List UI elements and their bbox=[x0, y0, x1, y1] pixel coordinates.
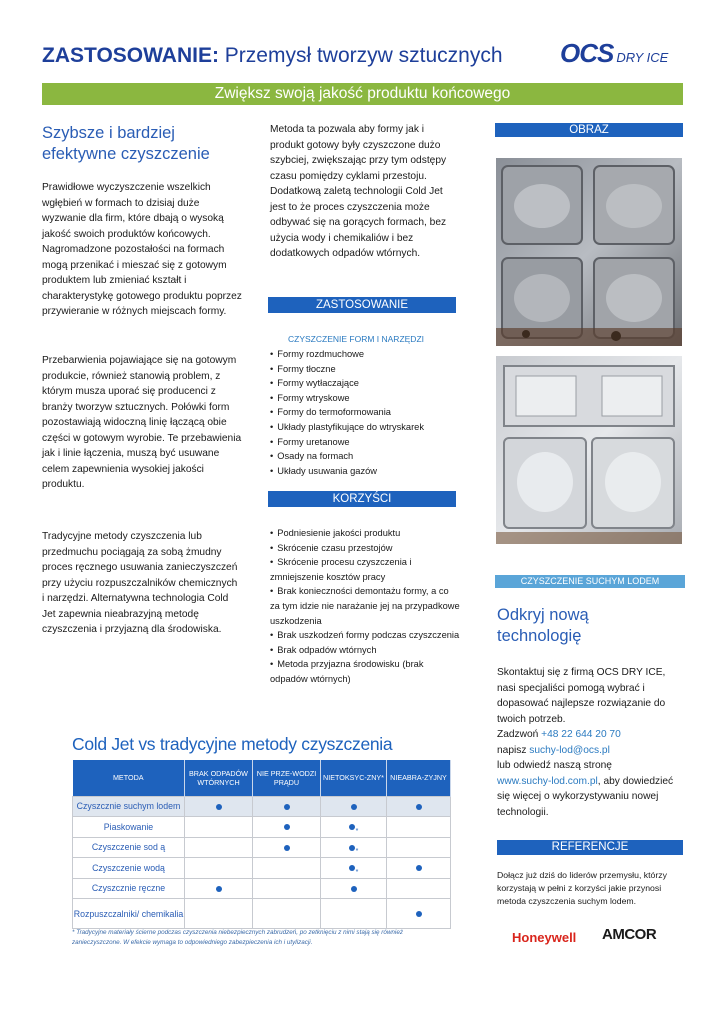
dot-mark bbox=[284, 845, 290, 851]
asterisk-mark: * bbox=[355, 827, 359, 835]
dot-mark bbox=[284, 804, 290, 810]
page-title bbox=[42, 44, 503, 68]
mark-cell bbox=[253, 899, 321, 929]
method-cell: Czyszczenie wodą bbox=[73, 858, 185, 879]
website-link[interactable]: www.suchy-lod.com.pl bbox=[497, 775, 598, 787]
mark-cell bbox=[321, 878, 387, 899]
table-row bbox=[73, 796, 451, 817]
korzysci-header: KORZYŚCI bbox=[268, 491, 456, 507]
phone-line bbox=[497, 727, 682, 743]
method-cell: Czyszcznie suchym lodem bbox=[73, 796, 185, 817]
logo-main: OCS bbox=[560, 38, 614, 68]
honeywell-logo: Honeywell bbox=[512, 930, 577, 945]
mark-cell bbox=[321, 899, 387, 929]
comparison-footnote bbox=[72, 928, 442, 947]
list-item: • Brak uszkodzeń formy podczas czyszczenia bbox=[270, 628, 460, 643]
mark-cell bbox=[253, 878, 321, 899]
table-row bbox=[73, 899, 451, 929]
email-line bbox=[497, 743, 682, 759]
footnote-text: Tradycyjne materiały ścierne podczas czyszczenia niebezpiecznych zabrudzeń, po zetknięciu z nimi stają się również zanieczyszczone. W efekcie wymaga to odpowiedniego zabezpieczenia ich i utylizacji. bbox=[72, 929, 403, 946]
method-cell: Piaskowanie bbox=[73, 817, 185, 838]
column-header: NIEABRA-ZYJNY bbox=[387, 760, 451, 796]
dot-mark bbox=[284, 824, 290, 830]
left-paragraph-1: Prawidłowe wyczyszczenie wszelkich wgłębień w formach to dzisiaj duże wyzwanie dla firm, które dbają o wysoką jakość swoich produktów końcowych. Nagromadzone pozostałości na formach mogą przenikać i mieszać się z gotowym produktem lub zmieniać kształt i charakterystykę gotowego produktu poprzez przywieranie w różnych miejscach formy. bbox=[42, 182, 242, 317]
dot-mark bbox=[351, 886, 357, 892]
dot-mark bbox=[351, 804, 357, 810]
mark-cell bbox=[185, 796, 253, 817]
mark-cell bbox=[321, 817, 387, 838]
mark-cell bbox=[253, 817, 321, 838]
mark-cell bbox=[253, 858, 321, 879]
column-header: METODA bbox=[73, 760, 185, 796]
list-item: • Skrócenie procesu czyszczenia i zmniejszenie kosztów pracy bbox=[270, 555, 460, 584]
mark-cell bbox=[253, 796, 321, 817]
middle-paragraph: Metoda ta pozwala aby formy jak i produkt gotowy były czyszczone dużo szybciej, zwiększając przy tym odstępy czasu pomiędzy cyklami przestoju. Dodatkową zaletą technologii Cold Jet jest to że proces czyszczenia może odbywać się na gorących formach, bez użycia wody i chemikaliów i bez dodatkowych odpadów wtórnych. bbox=[270, 124, 447, 259]
discover-heading: Odkryj nową technologię bbox=[497, 606, 589, 645]
dot-mark bbox=[349, 845, 355, 851]
phone-link[interactable]: +48 22 644 20 70 bbox=[541, 729, 621, 740]
dot-mark bbox=[216, 804, 222, 810]
amcor-logo: AMCOR bbox=[602, 926, 657, 943]
table-row bbox=[73, 858, 451, 879]
left-paragraph-2: Przebarwienia pojawiające się na gotowym produkcie, również stanowią problem, z którym musza uporać się producenci z branży tworzyw sztucznych. Połówki form pozostawiają widoczną linię łączącą obie części w gotowym wyrobie. Te przebawienia jak i linie łączenia, muszą być usuwane celem zapewnienia wysokiej jakości produktu. bbox=[42, 355, 242, 490]
title-keyword: ZASTOSOWANIE: bbox=[42, 44, 219, 67]
method-cell: Rozpuszczalniki/ chemikalia bbox=[73, 899, 185, 929]
logo-sub: DRY ICE bbox=[616, 50, 669, 65]
table-row bbox=[73, 878, 451, 899]
list-item: • Układy plastyfikujące do wtryskarek bbox=[270, 420, 460, 435]
suchy-lod-caption: CZYSZCZENIE SUCHYM LODEM bbox=[495, 575, 685, 588]
mark-cell bbox=[185, 899, 253, 929]
list-item: • Formy wtryskowe bbox=[270, 391, 460, 406]
korzysci-list bbox=[270, 526, 460, 687]
asterisk-mark: * bbox=[355, 868, 359, 876]
mold-photo-clean bbox=[496, 356, 682, 544]
footnote-mark: * bbox=[72, 929, 75, 936]
referencje-header: REFERENCJE bbox=[497, 840, 683, 855]
comparison-title: Cold Jet vs tradycyjne metody czyszczenia bbox=[72, 734, 393, 754]
call-label: Zadzwoń bbox=[497, 729, 542, 740]
mark-cell bbox=[387, 878, 451, 899]
comparison-body bbox=[73, 796, 451, 929]
left-heading: Szybsze i bardziej efektywne czyszczenie bbox=[42, 124, 210, 163]
mark-cell bbox=[185, 837, 253, 858]
mark-cell bbox=[185, 858, 253, 879]
obraz-header: OBRAZ bbox=[495, 123, 683, 137]
mark-cell bbox=[387, 837, 451, 858]
email-label: napisz bbox=[497, 744, 530, 756]
banner: Zwiększ swoją jakość produktu końcowego bbox=[42, 83, 683, 105]
column-header: BRAK ODPADÓW WTÓRNYCH bbox=[185, 760, 253, 796]
visit-tail: , aby dowiedzieć się więcej o wykorzystywaniu nowej technologii. bbox=[497, 775, 674, 818]
list-item: • Formy rozdmuchowe bbox=[270, 347, 460, 362]
list-item: • Brak odpadów wtórnych bbox=[270, 643, 460, 658]
visit-label: lub odwiedź naszą stronę bbox=[497, 760, 612, 771]
mold-photo-dirty bbox=[496, 158, 682, 346]
left-paragraph-3: Tradycyjne metody czyszczenia lub przedmuchu pociągają za sobą żmudny proces ręcznego usuwania zanieczyszczeń przy użyciu rozpuszczalników chemicznych i narzędzi. Alternatywna technologia Cold Jet zapewnia nieabrazyjną metodę czyszczenia i przyjazną dla środowiska. bbox=[42, 531, 238, 635]
list-item: • Skrócenie czasu przestojów bbox=[270, 541, 460, 556]
zastosowanie-header: ZASTOSOWANIE bbox=[268, 297, 456, 313]
dot-mark bbox=[216, 886, 222, 892]
list-item: • Formy tłoczne bbox=[270, 362, 460, 377]
list-item: • Formy do termoformowania bbox=[270, 405, 460, 420]
dot-mark bbox=[349, 865, 355, 871]
mark-cell bbox=[185, 817, 253, 838]
asterisk-mark: * bbox=[355, 848, 359, 856]
mark-cell bbox=[321, 858, 387, 879]
referencje-text: Dołącz już dziś do liderów przemysłu, którzy korzystają w pełni z korzyści jakie przynosi metoda czyszczenia suchym lodem. bbox=[497, 870, 667, 906]
list-item: • Formy wytłaczające bbox=[270, 376, 460, 391]
ocs-dry-ice-logo bbox=[560, 38, 685, 68]
column-header: NIE PRZE-WODZI PRĄDU bbox=[253, 760, 321, 796]
list-item: • Podniesienie jakości produktu bbox=[270, 526, 460, 541]
mark-cell bbox=[321, 837, 387, 858]
dot-mark bbox=[416, 865, 422, 871]
mark-cell bbox=[387, 817, 451, 838]
contact-intro: Skontaktuj się z firmą OCS DRY ICE, nasi specjaliści pomogą wybrać i dopasować najlepsze rozwiązanie do twoich potrzeb. bbox=[497, 667, 666, 725]
mark-cell bbox=[253, 837, 321, 858]
dot-mark bbox=[349, 824, 355, 830]
email-link[interactable]: suchy-lod@ocs.pl bbox=[529, 744, 610, 756]
list-item: • Układy usuwania gazów bbox=[270, 464, 460, 479]
column-header: NIETOKSYC-ZNY* bbox=[321, 760, 387, 796]
title-rest: Przemysł tworzyw sztucznych bbox=[218, 44, 503, 67]
mark-cell bbox=[387, 899, 451, 929]
comparison-table bbox=[72, 760, 451, 929]
zastosowanie-list bbox=[270, 347, 460, 478]
dot-mark bbox=[416, 911, 422, 917]
zastosowanie-subheading: CZYSZCZENIE FORM I NARZĘDZI bbox=[288, 334, 424, 344]
list-item: • Metoda przyjazna środowisku (brak odpadów wtórnych) bbox=[270, 657, 460, 686]
list-item: • Formy uretanowe bbox=[270, 435, 460, 450]
mark-cell bbox=[387, 858, 451, 879]
mark-cell bbox=[321, 796, 387, 817]
table-header-row bbox=[73, 760, 451, 796]
contact-block bbox=[497, 665, 682, 820]
website-line bbox=[497, 774, 682, 821]
method-cell: Czyszczenie sod ą bbox=[73, 837, 185, 858]
mark-cell bbox=[387, 796, 451, 817]
table-row bbox=[73, 837, 451, 858]
list-item: • Osady na formach bbox=[270, 449, 460, 464]
dot-mark bbox=[416, 804, 422, 810]
list-item: • Brak konieczności demontażu formy, a co za tym idzie nie narażanie jej na przypadkowe uszkodzenia bbox=[270, 584, 460, 628]
table-row bbox=[73, 817, 451, 838]
method-cell: Czyszcznie ręczne bbox=[73, 878, 185, 899]
mark-cell bbox=[185, 878, 253, 899]
